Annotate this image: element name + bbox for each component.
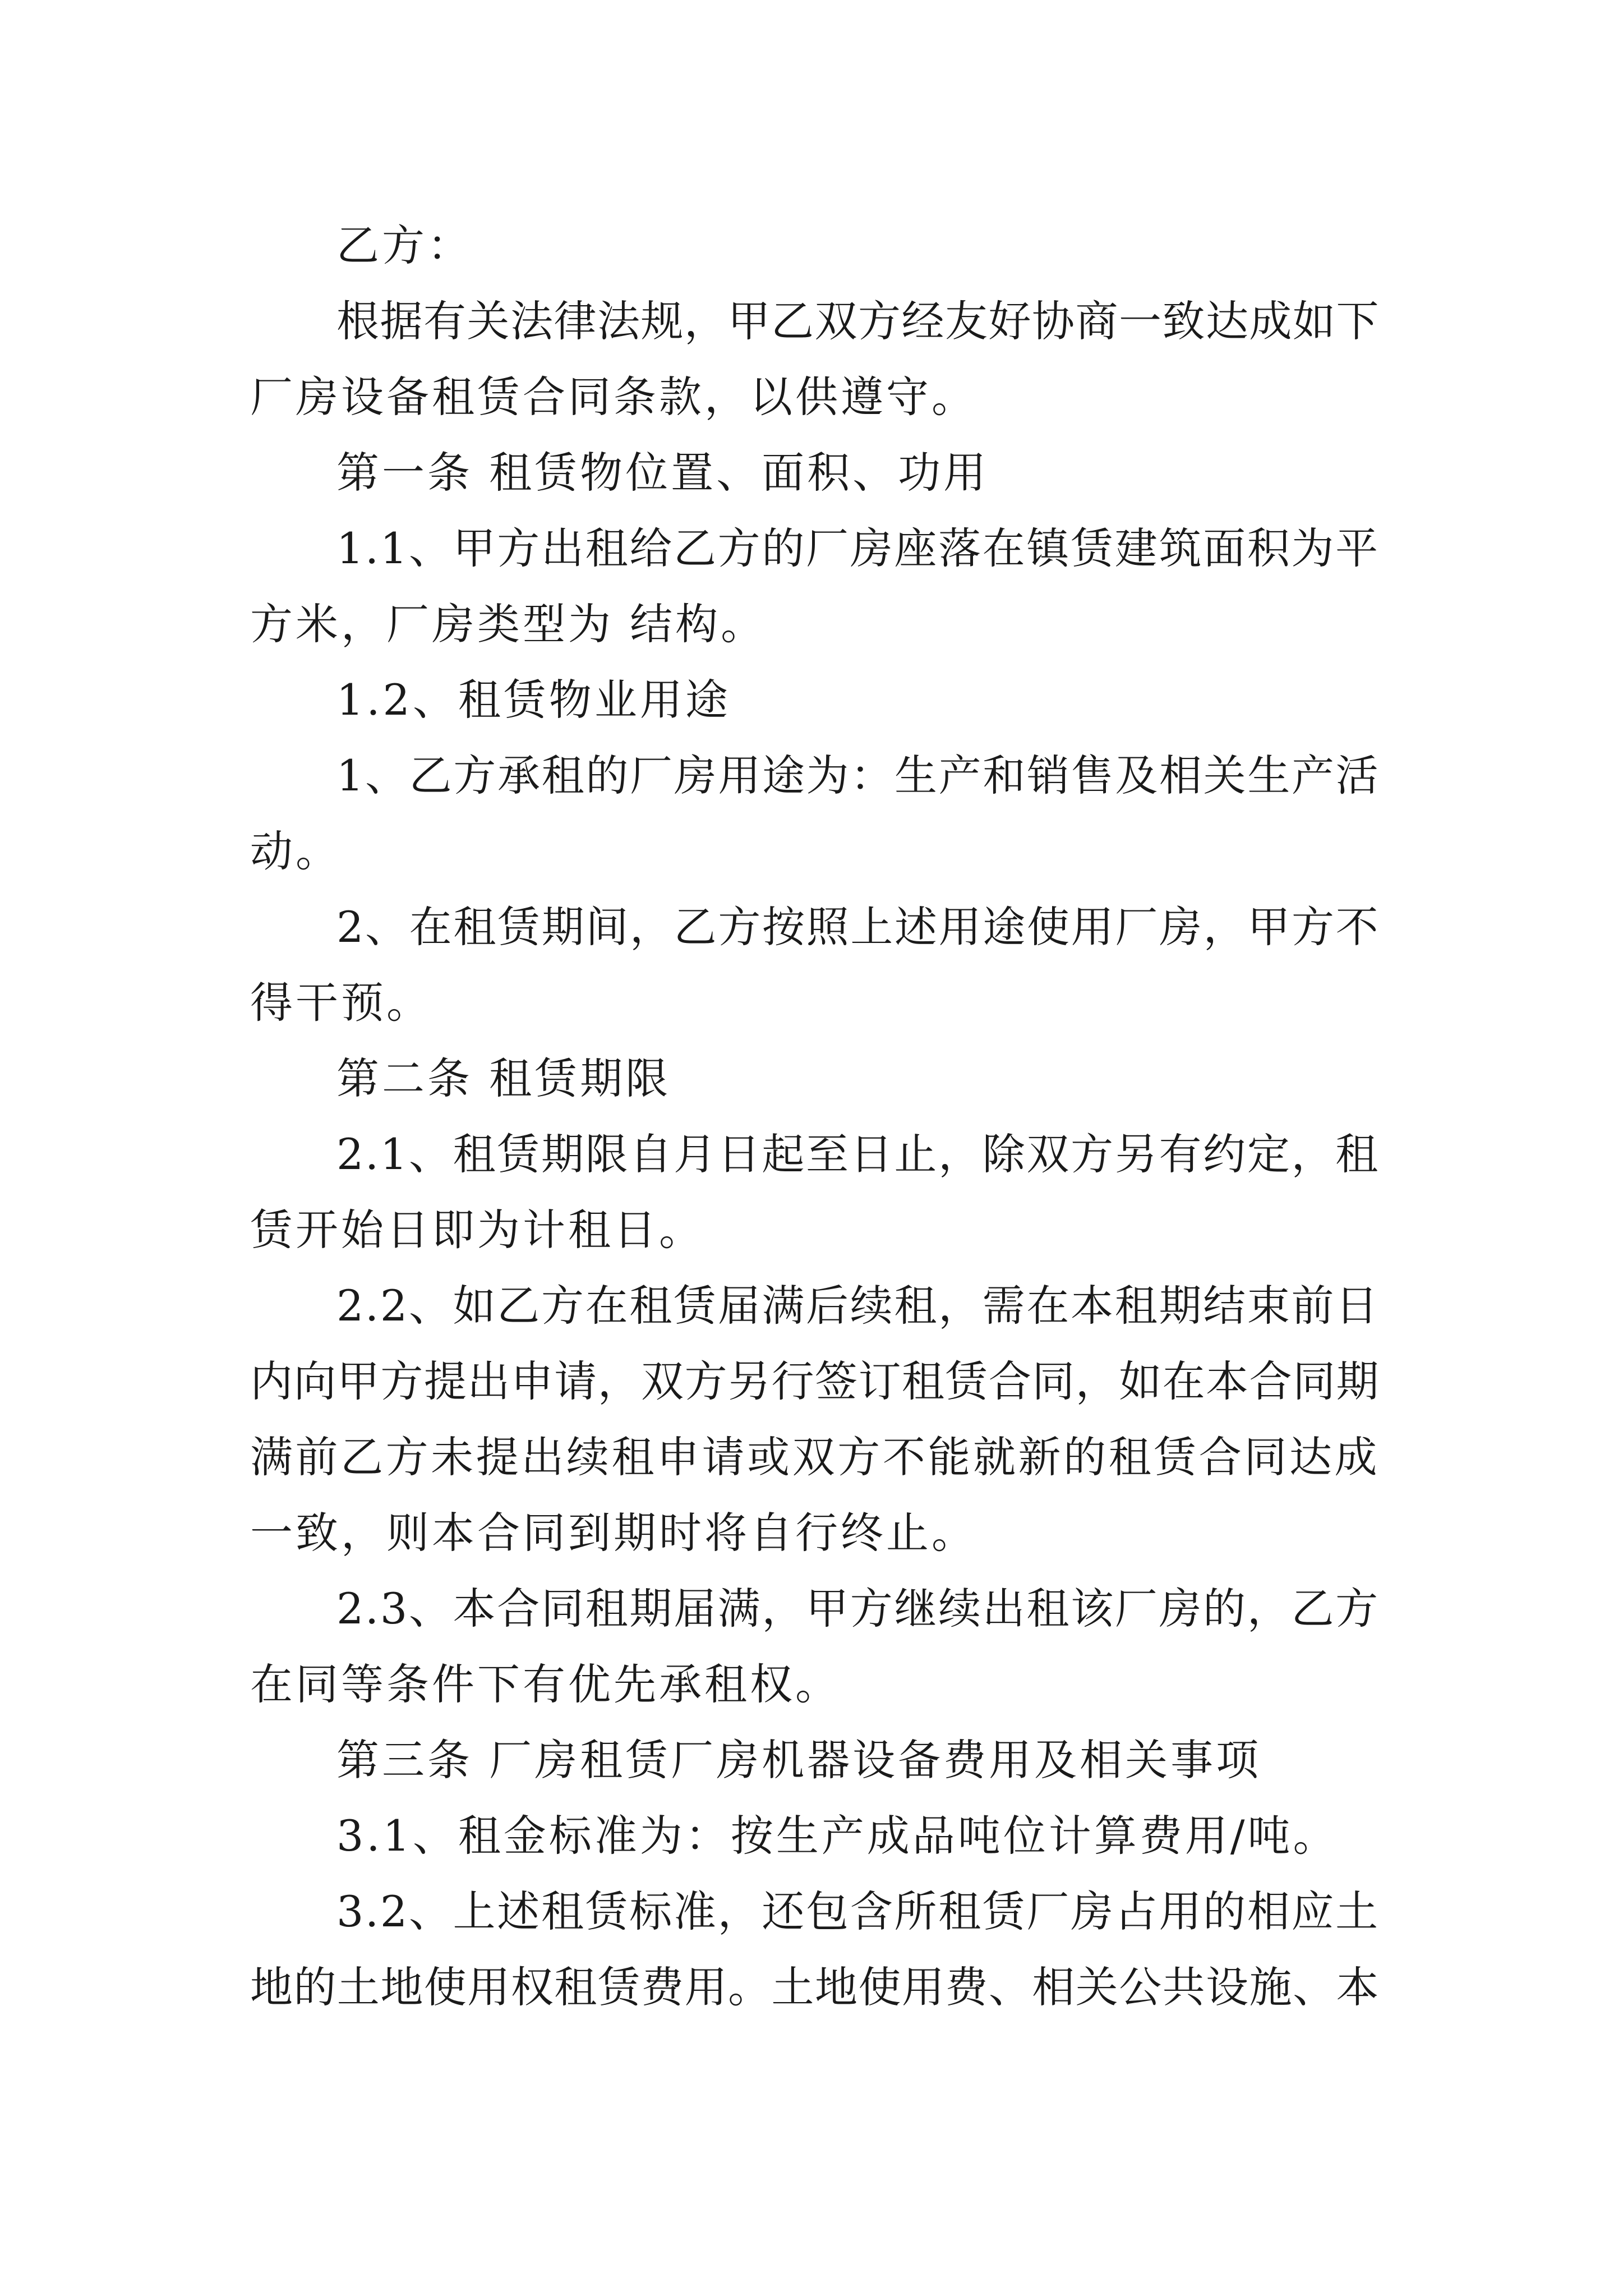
text-line: 2.1、租赁期限自月日起至日止，除双方另有约定，租 — [336, 1129, 1380, 1179]
text-line: 动。 — [250, 826, 341, 876]
text-line: 3.2、上述租赁标准，还包含所租赁厂房占用的相应土 — [336, 1887, 1380, 1936]
section-heading: 第二条 租赁期限 — [336, 1053, 671, 1103]
text-line: 地的土地使用权租赁费用。土地使用费、相关公共设施、本 — [250, 1962, 1380, 2012]
text-line: 1.2、租赁物业用途 — [336, 675, 731, 725]
text-line: 2.2、如乙方在租赁届满后续租，需在本租期结束前日 — [336, 1281, 1380, 1331]
text-line: 1.1、甲方出租给乙方的厂房座落在镇赁建筑面积为平 — [336, 523, 1380, 573]
text-line: 内向甲方提出申请，双方另行签订租赁合同，如在本合同期 — [250, 1356, 1380, 1406]
text-line: 2.3、本合同租期届满，甲方继续出租该厂房的，乙方 — [336, 1584, 1380, 1634]
section-heading: 第三条 厂房租赁厂房机器设备费用及相关事项 — [336, 1735, 1262, 1785]
text-line: 1、乙方承租的厂房用途为：生产和销售及相关生产活 — [336, 751, 1380, 800]
text-line: 厂房设备租赁合同条款，以供遵守。 — [250, 372, 977, 422]
text-line: 满前乙方未提出续租申请或双方不能就新的租赁合同达成 — [250, 1432, 1380, 1482]
text-line: 2、在租赁期间，乙方按照上述用途使用厂房，甲方不 — [336, 902, 1380, 952]
text-line: 根据有关法律法规，甲乙双方经友好协商一致达成如下 — [336, 296, 1380, 346]
text-line: 乙方： — [336, 220, 473, 270]
text-line: 3.1、租金标准为：按生产成品吨位计算费用/吨。 — [336, 1811, 1339, 1861]
text-line: 在同等条件下有优先承租权。 — [250, 1659, 841, 1709]
text-line: 方米，厂房类型为 结构。 — [250, 599, 767, 649]
text-line: 得干预。 — [250, 978, 432, 1028]
text-line: 一致，则本合同到期时将自行终止。 — [250, 1508, 977, 1558]
section-heading: 第一条 租赁物位置、面积、功用 — [336, 448, 989, 498]
text-line: 赁开始日即为计租日。 — [250, 1205, 704, 1255]
